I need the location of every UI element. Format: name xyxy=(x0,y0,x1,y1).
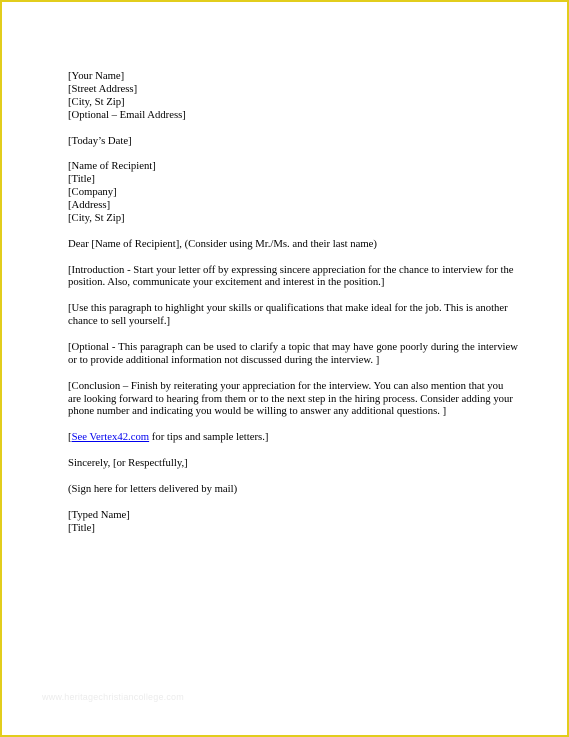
watermark-text: www.heritagechristiancollege.com xyxy=(42,692,184,702)
tips-open-bracket: [ xyxy=(68,431,72,444)
closing: Sincerely, [or Respectfully,] xyxy=(68,457,188,470)
introduction-paragraph: [Introduction - Start your letter off by expressing sincere appreciation for the chance to interview for the position. Also, communicate your excitement and interest in the position.] xyxy=(68,263,514,289)
optional-paragraph: [Optional - This paragraph can be used to clarify a topic that may have gone poorly during the interview or to provide additional information not discussed during the interview. ] xyxy=(68,340,518,366)
tips-line-block xyxy=(68,431,518,444)
recipient-address: [Address] xyxy=(68,199,111,212)
conclusion-paragraph: [Conclusion – Finish by reiterating your appreciation for the interview. You can also mention that you are looking forward to hearing from them or to the next step in the hiring process. Consider adding your phone number and indicating you would be willing to answer any additional questions. ] xyxy=(68,379,513,418)
recipient-city: [City, St Zip] xyxy=(68,211,125,224)
recipient-address-block xyxy=(68,160,518,225)
signature-note: (Sign here for letters delivered by mail) xyxy=(68,482,238,495)
introduction-paragraph-block xyxy=(68,264,518,290)
sender-name: [Your Name] xyxy=(68,70,125,82)
salutation: Dear [Name of Recipient], (Consider using Mr./Ms. and their last name) xyxy=(68,237,377,250)
closing-block xyxy=(68,457,518,470)
tips-line xyxy=(68,431,518,444)
date-block xyxy=(68,135,518,148)
salutation-block xyxy=(68,238,518,251)
tips-rest-text: for tips and sample letters.] xyxy=(149,431,269,444)
sender-street: [Street Address] xyxy=(68,82,138,95)
letter-date: [Today’s Date] xyxy=(68,134,132,147)
recipient-company: [Company] xyxy=(68,186,117,199)
letter-body xyxy=(68,70,518,547)
vertex42-link[interactable]: See Vertex42.com xyxy=(71,431,150,444)
signature-note-block xyxy=(68,483,518,496)
signer-title: [Title] xyxy=(68,521,95,534)
conclusion-paragraph-block xyxy=(68,380,518,419)
sender-address-block xyxy=(68,70,518,122)
skills-paragraph: [Use this paragraph to highlight your skills or qualifications that make ideal for the job. This is another chance to sell yourself.] xyxy=(68,302,508,328)
recipient-title: [Title] xyxy=(68,173,95,186)
skills-paragraph-block xyxy=(68,302,518,328)
signer-name: [Typed Name] xyxy=(68,508,130,521)
signer-block xyxy=(68,509,518,535)
optional-paragraph-block xyxy=(68,341,518,367)
sender-city: [City, St Zip] xyxy=(68,95,125,108)
recipient-name: [Name of Recipient] xyxy=(68,160,156,173)
sender-email: [Optional – Email Address] xyxy=(68,108,186,121)
